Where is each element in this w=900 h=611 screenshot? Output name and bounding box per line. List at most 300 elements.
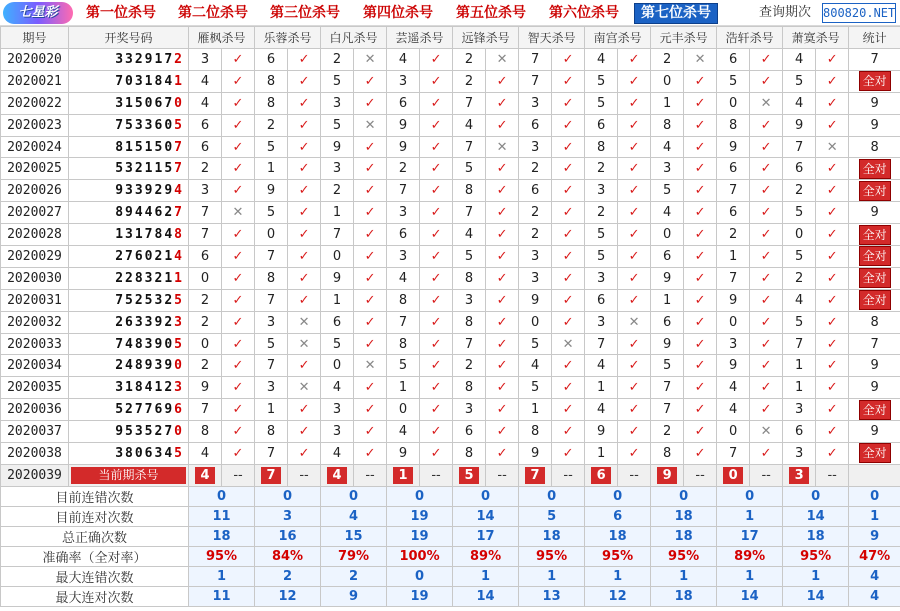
draw-code-cell bbox=[69, 355, 189, 377]
summary-row bbox=[1, 546, 900, 566]
check-icon: ✓ bbox=[552, 158, 585, 180]
draw-code-cell bbox=[69, 311, 189, 333]
summary-value: 1 bbox=[717, 506, 783, 526]
check-icon: ✓ bbox=[750, 267, 783, 289]
check-icon: ✓ bbox=[222, 399, 255, 421]
kill-number: 9 bbox=[321, 267, 354, 289]
kill-number: 6 bbox=[519, 114, 552, 136]
summary-label: 最大连错次数 bbox=[1, 566, 189, 586]
draw-code-cell bbox=[69, 158, 189, 180]
kill-number: 4 bbox=[387, 421, 420, 443]
draw-code-digits: 131784 bbox=[115, 227, 175, 243]
kill-number: 1 bbox=[783, 355, 816, 377]
draw-code-cell bbox=[69, 443, 189, 465]
table-row bbox=[1, 158, 900, 180]
kill-number: 6 bbox=[717, 158, 750, 180]
stat-cell bbox=[849, 399, 900, 421]
check-icon: ✓ bbox=[288, 267, 321, 289]
kill-number: 4 bbox=[783, 49, 816, 71]
kill-number: 0 bbox=[321, 355, 354, 377]
kill-number: 9 bbox=[717, 289, 750, 311]
kill-number: 3 bbox=[585, 267, 618, 289]
check-icon: ✓ bbox=[750, 333, 783, 355]
draw-code-digits: 894462 bbox=[115, 205, 175, 221]
tab-position-5[interactable]: 第五位杀号 bbox=[456, 5, 526, 21]
current-period-row bbox=[1, 464, 900, 486]
cross-icon: ✕ bbox=[816, 136, 849, 158]
check-icon: ✓ bbox=[750, 49, 783, 71]
kill-number: 4 bbox=[519, 355, 552, 377]
kill-number: 4 bbox=[453, 224, 486, 246]
kill-number: 1 bbox=[387, 377, 420, 399]
kill-number: 7 bbox=[453, 92, 486, 114]
check-icon: ✓ bbox=[486, 421, 519, 443]
kill-number: 7 bbox=[255, 443, 288, 465]
kill-number: 8 bbox=[651, 114, 684, 136]
summary-value: 1 bbox=[717, 566, 783, 586]
table-row bbox=[1, 311, 900, 333]
kill-number: 2 bbox=[189, 289, 222, 311]
check-icon: ✓ bbox=[222, 246, 255, 268]
cross-icon: ✕ bbox=[354, 49, 387, 71]
kill-number: 8 bbox=[453, 267, 486, 289]
kill-number: 2 bbox=[585, 158, 618, 180]
summary-value: 89% bbox=[453, 546, 519, 566]
kill-number: 7 bbox=[717, 267, 750, 289]
kill-number: 0 bbox=[189, 333, 222, 355]
stat-cell bbox=[849, 267, 900, 289]
check-icon: ✓ bbox=[750, 246, 783, 268]
tab-position-6[interactable]: 第六位杀号 bbox=[549, 5, 619, 21]
check-icon: ✓ bbox=[486, 377, 519, 399]
col-expert-6[interactable]: 智天杀号 bbox=[519, 27, 585, 49]
kill-number: 7 bbox=[651, 399, 684, 421]
kill-number: 4 bbox=[453, 114, 486, 136]
check-icon: ✓ bbox=[684, 355, 717, 377]
check-icon: ✓ bbox=[288, 421, 321, 443]
check-icon: ✓ bbox=[420, 224, 453, 246]
kill-number: 6 bbox=[453, 421, 486, 443]
check-icon: ✓ bbox=[552, 224, 585, 246]
summary-value: 1 bbox=[189, 566, 255, 586]
check-icon: ✓ bbox=[288, 224, 321, 246]
check-icon: ✓ bbox=[684, 333, 717, 355]
lottery-logo[interactable]: 七星彩 bbox=[3, 2, 73, 24]
check-icon: ✓ bbox=[486, 70, 519, 92]
pending-result: -- bbox=[222, 464, 255, 486]
draw-code-target-digit: 0 bbox=[174, 95, 184, 111]
kill-number: 6 bbox=[585, 114, 618, 136]
kill-number: 6 bbox=[189, 114, 222, 136]
check-icon: ✓ bbox=[222, 311, 255, 333]
cross-icon: ✕ bbox=[750, 421, 783, 443]
kill-number: 9 bbox=[651, 267, 684, 289]
all-correct-badge: 全对 bbox=[859, 400, 891, 420]
draw-code-cell bbox=[69, 377, 189, 399]
draw-code-target-digit: 6 bbox=[174, 402, 184, 418]
draw-code-cell bbox=[69, 180, 189, 202]
kill-number: 7 bbox=[519, 49, 552, 71]
kill-number: 8 bbox=[519, 421, 552, 443]
draw-code-target-digit: 7 bbox=[174, 161, 184, 177]
check-icon: ✓ bbox=[552, 267, 585, 289]
kill-number: 7 bbox=[717, 180, 750, 202]
check-icon: ✓ bbox=[288, 180, 321, 202]
table-row bbox=[1, 92, 900, 114]
cross-icon: ✕ bbox=[618, 311, 651, 333]
check-icon: ✓ bbox=[816, 311, 849, 333]
current-pick: 7 bbox=[261, 467, 281, 484]
check-icon: ✓ bbox=[816, 333, 849, 355]
kill-number: 6 bbox=[387, 92, 420, 114]
check-icon: ✓ bbox=[420, 355, 453, 377]
period-cell: 2020023 bbox=[1, 114, 69, 136]
check-icon: ✓ bbox=[816, 377, 849, 399]
summary-label: 目前连错次数 bbox=[1, 486, 189, 506]
draw-code-cell bbox=[69, 421, 189, 443]
cross-icon: ✕ bbox=[288, 333, 321, 355]
check-icon: ✓ bbox=[552, 136, 585, 158]
current-pick: 6 bbox=[591, 467, 611, 484]
summary-value: 18 bbox=[585, 526, 651, 546]
summary-value: 12 bbox=[255, 586, 321, 606]
stat-cell: 9 bbox=[849, 114, 900, 136]
current-label-cell bbox=[69, 464, 189, 486]
check-icon: ✓ bbox=[354, 158, 387, 180]
draw-code-cell bbox=[69, 399, 189, 421]
summary-value: 89% bbox=[717, 546, 783, 566]
kill-number: 8 bbox=[387, 333, 420, 355]
check-icon: ✓ bbox=[552, 311, 585, 333]
table-row bbox=[1, 355, 900, 377]
check-icon: ✓ bbox=[486, 289, 519, 311]
check-icon: ✓ bbox=[618, 421, 651, 443]
col-expert-4[interactable]: 芸遥杀号 bbox=[387, 27, 453, 49]
kill-number: 4 bbox=[783, 289, 816, 311]
summary-value: 14 bbox=[783, 506, 849, 526]
check-icon: ✓ bbox=[618, 92, 651, 114]
period-cell: 2020037 bbox=[1, 421, 69, 443]
period-cell: 2020025 bbox=[1, 158, 69, 180]
summary-label: 准确率（全对率） bbox=[1, 546, 189, 566]
check-icon: ✓ bbox=[552, 377, 585, 399]
kill-number: 6 bbox=[585, 289, 618, 311]
kill-number: 1 bbox=[321, 289, 354, 311]
kill-number: 7 bbox=[255, 289, 288, 311]
col-expert-9[interactable]: 浩轩杀号 bbox=[717, 27, 783, 49]
summary-label: 最大连对次数 bbox=[1, 586, 189, 606]
summary-value: 17 bbox=[453, 526, 519, 546]
kill-number: 7 bbox=[453, 136, 486, 158]
summary-row bbox=[1, 566, 900, 586]
draw-code-digits: 752532 bbox=[115, 292, 175, 308]
kill-number: 4 bbox=[387, 267, 420, 289]
summary-value: 15 bbox=[321, 526, 387, 546]
tab-position-4[interactable]: 第四位杀号 bbox=[363, 5, 433, 21]
check-icon: ✓ bbox=[750, 180, 783, 202]
site-link[interactable]: 800820.NET bbox=[822, 3, 896, 23]
all-correct-badge: 全对 bbox=[859, 181, 891, 201]
draw-code-cell bbox=[69, 92, 189, 114]
check-icon: ✓ bbox=[750, 202, 783, 224]
period-cell: 2020029 bbox=[1, 246, 69, 268]
draw-code-digits: 315067 bbox=[115, 95, 175, 111]
kill-number: 1 bbox=[651, 92, 684, 114]
kill-number: 7 bbox=[453, 333, 486, 355]
draw-code-target-digit: 0 bbox=[174, 358, 184, 374]
kill-number: 5 bbox=[651, 180, 684, 202]
period-cell: 2020022 bbox=[1, 92, 69, 114]
check-icon: ✓ bbox=[816, 158, 849, 180]
check-icon: ✓ bbox=[552, 92, 585, 114]
kill-number: 3 bbox=[189, 49, 222, 71]
draw-code-cell bbox=[69, 333, 189, 355]
draw-code-target-digit: 5 bbox=[174, 336, 184, 352]
check-icon: ✓ bbox=[288, 202, 321, 224]
kill-number: 7 bbox=[255, 246, 288, 268]
check-icon: ✓ bbox=[684, 246, 717, 268]
summary-value: 14 bbox=[453, 506, 519, 526]
kill-number: 7 bbox=[255, 355, 288, 377]
tab-position-1[interactable]: 第一位杀号 bbox=[86, 5, 156, 21]
kill-number: 8 bbox=[453, 311, 486, 333]
check-icon: ✓ bbox=[222, 224, 255, 246]
query-period-label[interactable]: 查询期次 bbox=[759, 5, 812, 20]
check-icon: ✓ bbox=[222, 333, 255, 355]
draw-code-target-digit: 0 bbox=[174, 424, 184, 440]
check-icon: ✓ bbox=[684, 180, 717, 202]
kill-number: 8 bbox=[255, 421, 288, 443]
summary-value: 14 bbox=[453, 586, 519, 606]
check-icon: ✓ bbox=[552, 114, 585, 136]
summary-value: 17 bbox=[717, 526, 783, 546]
tab-position-2[interactable]: 第二位杀号 bbox=[178, 5, 248, 21]
kill-number: 4 bbox=[783, 92, 816, 114]
check-icon: ✓ bbox=[816, 180, 849, 202]
check-icon: ✓ bbox=[552, 180, 585, 202]
check-icon: ✓ bbox=[420, 333, 453, 355]
check-icon: ✓ bbox=[486, 333, 519, 355]
kill-number: 7 bbox=[387, 180, 420, 202]
kill-number: 3 bbox=[387, 202, 420, 224]
kill-number: 6 bbox=[651, 311, 684, 333]
summary-value: 11 bbox=[189, 506, 255, 526]
table-row bbox=[1, 443, 900, 465]
summary-stat: 1 bbox=[849, 506, 900, 526]
check-icon: ✓ bbox=[420, 158, 453, 180]
kill-number: 0 bbox=[717, 421, 750, 443]
draw-code-digits: 933929 bbox=[115, 183, 175, 199]
kill-number: 4 bbox=[321, 443, 354, 465]
check-icon: ✓ bbox=[750, 443, 783, 465]
table-row bbox=[1, 180, 900, 202]
check-icon: ✓ bbox=[750, 399, 783, 421]
summary-value: 18 bbox=[651, 506, 717, 526]
check-icon: ✓ bbox=[816, 421, 849, 443]
table-row bbox=[1, 377, 900, 399]
kill-number: 3 bbox=[453, 399, 486, 421]
check-icon: ✓ bbox=[420, 377, 453, 399]
check-icon: ✓ bbox=[816, 289, 849, 311]
kill-number: 8 bbox=[387, 289, 420, 311]
kill-number: 8 bbox=[453, 180, 486, 202]
current-pick-cell bbox=[717, 464, 750, 486]
kill-number-table bbox=[0, 26, 900, 607]
check-icon: ✓ bbox=[552, 443, 585, 465]
summary-value: 11 bbox=[189, 586, 255, 606]
check-icon: ✓ bbox=[684, 289, 717, 311]
kill-number: 5 bbox=[717, 70, 750, 92]
summary-value: 79% bbox=[321, 546, 387, 566]
col-expert-7[interactable]: 南宫杀号 bbox=[585, 27, 651, 49]
kill-number: 3 bbox=[783, 443, 816, 465]
col-expert-10[interactable]: 萧寞杀号 bbox=[783, 27, 849, 49]
check-icon: ✓ bbox=[552, 289, 585, 311]
check-icon: ✓ bbox=[288, 355, 321, 377]
kill-number: 2 bbox=[189, 158, 222, 180]
check-icon: ✓ bbox=[486, 114, 519, 136]
kill-number: 5 bbox=[585, 92, 618, 114]
col-expert-5[interactable]: 远锋杀号 bbox=[453, 27, 519, 49]
kill-number: 5 bbox=[585, 70, 618, 92]
kill-number: 6 bbox=[717, 202, 750, 224]
summary-stat: 4 bbox=[849, 566, 900, 586]
stat-cell bbox=[849, 70, 900, 92]
kill-number: 3 bbox=[519, 92, 552, 114]
check-icon: ✓ bbox=[684, 443, 717, 465]
pending-result: -- bbox=[618, 464, 651, 486]
period-cell: 2020030 bbox=[1, 267, 69, 289]
col-expert-1[interactable]: 雁枫杀号 bbox=[189, 27, 255, 49]
kill-number: 7 bbox=[651, 377, 684, 399]
kill-number: 1 bbox=[717, 246, 750, 268]
kill-number: 9 bbox=[387, 443, 420, 465]
summary-value: 5 bbox=[519, 506, 585, 526]
kill-number: 5 bbox=[783, 70, 816, 92]
draw-code-target-digit: 5 bbox=[174, 117, 184, 133]
check-icon: ✓ bbox=[288, 92, 321, 114]
check-icon: ✓ bbox=[552, 202, 585, 224]
summary-value: 0 bbox=[387, 566, 453, 586]
kill-number: 2 bbox=[783, 267, 816, 289]
all-correct-badge: 全对 bbox=[859, 268, 891, 288]
kill-number: 5 bbox=[783, 246, 816, 268]
summary-row bbox=[1, 506, 900, 526]
summary-stat: 9 bbox=[849, 526, 900, 546]
draw-code-target-digit: 1 bbox=[174, 73, 184, 89]
history-rows bbox=[1, 49, 900, 487]
kill-number: 7 bbox=[189, 224, 222, 246]
kill-number: 7 bbox=[387, 311, 420, 333]
kill-number: 4 bbox=[189, 443, 222, 465]
kill-number: 6 bbox=[189, 246, 222, 268]
kill-number: 4 bbox=[387, 49, 420, 71]
check-icon: ✓ bbox=[618, 180, 651, 202]
check-icon: ✓ bbox=[684, 158, 717, 180]
check-icon: ✓ bbox=[222, 377, 255, 399]
kill-number: 6 bbox=[255, 49, 288, 71]
kill-number: 7 bbox=[585, 333, 618, 355]
check-icon: ✓ bbox=[222, 443, 255, 465]
table-row bbox=[1, 267, 900, 289]
draw-code-target-digit: 5 bbox=[174, 445, 184, 461]
check-icon: ✓ bbox=[618, 289, 651, 311]
kill-number: 3 bbox=[321, 158, 354, 180]
col-expert-3[interactable]: 白凡杀号 bbox=[321, 27, 387, 49]
tab-position-7[interactable]: 第七位杀号 bbox=[634, 3, 718, 24]
kill-number: 8 bbox=[255, 70, 288, 92]
kill-number: 5 bbox=[519, 333, 552, 355]
check-icon: ✓ bbox=[354, 443, 387, 465]
summary-label: 总正确次数 bbox=[1, 526, 189, 546]
summary-value: 18 bbox=[651, 526, 717, 546]
kill-number: 5 bbox=[255, 333, 288, 355]
summary-value: 95% bbox=[189, 546, 255, 566]
summary-value: 95% bbox=[519, 546, 585, 566]
check-icon: ✓ bbox=[486, 180, 519, 202]
check-icon: ✓ bbox=[816, 246, 849, 268]
current-pick: 7 bbox=[525, 467, 545, 484]
check-icon: ✓ bbox=[354, 289, 387, 311]
kill-number: 9 bbox=[519, 443, 552, 465]
kill-number: 0 bbox=[321, 246, 354, 268]
summary-value: 1 bbox=[585, 566, 651, 586]
check-icon: ✓ bbox=[618, 377, 651, 399]
current-pick-cell bbox=[783, 464, 816, 486]
stat-cell: 7 bbox=[849, 49, 900, 71]
check-icon: ✓ bbox=[750, 377, 783, 399]
kill-number: 5 bbox=[453, 158, 486, 180]
kill-number: 0 bbox=[255, 224, 288, 246]
kill-number: 6 bbox=[783, 421, 816, 443]
kill-number: 2 bbox=[783, 180, 816, 202]
kill-number: 2 bbox=[519, 202, 552, 224]
col-expert-8[interactable]: 元丰杀号 bbox=[651, 27, 717, 49]
tab-position-3[interactable]: 第三位杀号 bbox=[270, 5, 340, 21]
check-icon: ✓ bbox=[486, 311, 519, 333]
col-expert-2[interactable]: 乐蓉杀号 bbox=[255, 27, 321, 49]
check-icon: ✓ bbox=[222, 158, 255, 180]
table-row bbox=[1, 224, 900, 246]
cross-icon: ✕ bbox=[222, 202, 255, 224]
kill-number: 0 bbox=[783, 224, 816, 246]
col-period: 期号 bbox=[1, 27, 69, 49]
kill-number: 2 bbox=[453, 355, 486, 377]
check-icon: ✓ bbox=[420, 136, 453, 158]
kill-number: 3 bbox=[519, 267, 552, 289]
kill-number: 2 bbox=[453, 49, 486, 71]
kill-number: 1 bbox=[783, 377, 816, 399]
current-pick: 3 bbox=[789, 467, 809, 484]
kill-number: 9 bbox=[321, 136, 354, 158]
kill-number: 9 bbox=[651, 333, 684, 355]
pending-result: -- bbox=[354, 464, 387, 486]
stat-cell: 9 bbox=[849, 421, 900, 443]
summary-value: 0 bbox=[519, 486, 585, 506]
check-icon: ✓ bbox=[618, 158, 651, 180]
check-icon: ✓ bbox=[354, 311, 387, 333]
summary-row bbox=[1, 586, 900, 606]
check-icon: ✓ bbox=[486, 443, 519, 465]
summary-rows bbox=[1, 486, 900, 606]
check-icon: ✓ bbox=[684, 421, 717, 443]
check-icon: ✓ bbox=[486, 355, 519, 377]
table-row bbox=[1, 399, 900, 421]
kill-number: 3 bbox=[519, 136, 552, 158]
check-icon: ✓ bbox=[816, 267, 849, 289]
draw-code-target-digit: 5 bbox=[174, 292, 184, 308]
check-icon: ✓ bbox=[354, 246, 387, 268]
